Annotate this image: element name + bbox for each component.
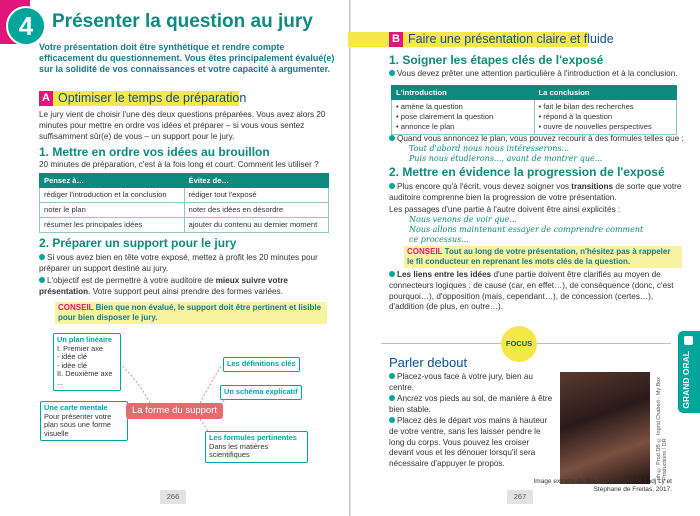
section-a-title: Optimiser le temps de préparation bbox=[58, 91, 247, 105]
bullet-dot-icon bbox=[389, 373, 395, 379]
focus-badge: FOCUS bbox=[501, 326, 537, 362]
think-avoid-table bbox=[39, 173, 329, 233]
section-a-letter: A bbox=[39, 91, 53, 106]
focus-title: Parler debout bbox=[389, 355, 468, 370]
focus-bullet: Placez-vous face à votre jury, bien au centre. bbox=[389, 372, 533, 392]
heading-1: 1. Mettre en ordre vos idées au brouillon bbox=[39, 145, 270, 159]
intro-conclusion-table bbox=[391, 85, 677, 135]
table-header: Évitez de… bbox=[184, 174, 329, 188]
passage-example: ce processus... bbox=[409, 235, 469, 244]
chapter-icon bbox=[684, 336, 693, 345]
table-row: résumer les principales idées ajouter du contenu au dernier moment bbox=[40, 218, 329, 233]
plan-bullet: Quand vous annoncez le plan, vous pouvez recourir à des formules telles que : bbox=[389, 134, 685, 145]
right-page bbox=[351, 0, 700, 516]
table-header: L'introduction bbox=[392, 86, 535, 100]
table-header: Pensez à… bbox=[40, 174, 185, 188]
mindmap-formules: Les formules pertinentes Dans les matières scientifiques bbox=[205, 431, 308, 463]
plan-example: Tout d'abord nous nous intéresserons... bbox=[409, 144, 570, 153]
table-row: rédiger l'introduction et la conclusion rédiger tout l'exposé bbox=[40, 188, 329, 203]
arrow-to-defs bbox=[200, 365, 222, 403]
mindmap-center: La forme du support bbox=[126, 403, 223, 419]
bullet-dot-icon bbox=[389, 417, 395, 423]
table-header: La conclusion bbox=[534, 86, 677, 100]
bullet-dot-icon bbox=[389, 395, 395, 401]
passage-example: Nous venons de voir que... bbox=[409, 215, 517, 224]
side-tab: GRAND ORAL bbox=[678, 331, 700, 413]
passage-example: Nous allons maintenant essayer de comprendre comment bbox=[409, 225, 644, 234]
chapter-number: 4 bbox=[6, 6, 46, 46]
mindmap-plan: Un plan linéaire I. Premier axe - idée clé - idée clé II. Deuxième axe ... bbox=[53, 333, 121, 391]
left-page bbox=[0, 0, 349, 516]
film-photo bbox=[560, 372, 650, 484]
heading-1-bullet: Vous devez prêter une attention particulière à l'introduction et à la conclusion. bbox=[389, 69, 684, 80]
transitions-bullet: Plus encore qu'à l'écrit, vous devez soigner vos transitions de sorte que votre auditoire comprenne bien la progression de votre présentation. bbox=[389, 182, 682, 202]
photo-credit: ph © Prod DB © Ingrid Chabert - My Box Productions / DR bbox=[656, 376, 668, 480]
bullet-1: Si vous avez bien en tête votre exposé, mettez à profit les 20 minutes pour préparer un support destiné au jury. bbox=[39, 253, 318, 273]
chapter-intro: Votre présentation doit être synthétique et rendre compte efficacement du questionnement. Vous êtes principalement évalué(e) sur la solidité de vos connaissances et votre capacité à argumenter. bbox=[39, 42, 335, 74]
passages-text: Les passages d'une partie à l'autre doivent être ainsi explicités : bbox=[389, 205, 621, 214]
heading-1: 1. Soigner les étapes clés de l'exposé bbox=[389, 53, 604, 67]
photo-caption: Image extraite du film À voix haute de Ladj Ly et Stéphane de Freitas, 2017. bbox=[533, 478, 672, 493]
section-b-letter: B bbox=[389, 32, 403, 47]
heading-2: 2. Préparer un support pour le jury bbox=[39, 236, 237, 250]
plan-example: Puis nous étudierons..., avant de montrer que... bbox=[409, 154, 603, 163]
chapter-title: Présenter la question au jury bbox=[52, 11, 313, 32]
bullet-dot-icon bbox=[39, 277, 45, 283]
bullet-2: L'objectif est de permettre à votre auditoire de mieux suivre votre présentation. Votre support peut ainsi prendre des formes variées. bbox=[39, 276, 288, 296]
section-b-title: Faire une présentation claire et fluide bbox=[408, 32, 614, 46]
focus-bullet: Ancrez vos pieds au sol, de manière à être bien stable. bbox=[389, 394, 553, 414]
page-number: 267 bbox=[507, 490, 533, 504]
page-number: 266 bbox=[160, 490, 186, 504]
heading-2: 2. Mettre en évidence la progression de l'exposé bbox=[389, 165, 665, 179]
bullet-dot-icon bbox=[389, 183, 395, 189]
table-row: • amène la question • pose clairement la question • annonce le plan • fait le bilan des recherches • répond à la question • ouvre de nouvelles perspectives bbox=[392, 100, 677, 135]
conseil-box: CONSEIL Tout au long de votre présentation, n'hésitez pas à rappeler le fil conducteur en reprenant les mots clés de la question. bbox=[404, 246, 682, 268]
bullet-dot-icon bbox=[389, 135, 395, 141]
mindmap-schema: Un schéma explicatif bbox=[220, 385, 302, 400]
section-a-text: Le jury vient de choisir l'une des deux questions préparées. Vous avez alors 20 minutes pour mettre en ordre vos idées et préparer – si vous vous sentez suffisamment sûr(e) de vous – un support pour le jury. bbox=[39, 110, 326, 141]
mindmap-defs: Les définitions clés bbox=[223, 357, 300, 372]
liens-bullet: Les liens entre les idées d'une partie doivent être clarifiés au moyen de connecteurs logiques : de cause (car, en effet…), de conséquence (donc, c'est pourquoi…), d'opposition (mais, cependant…), de concession (certes…), d'addition (de plus, en outre…). bbox=[389, 270, 674, 312]
bullet-dot-icon bbox=[39, 254, 45, 260]
heading-1-text: 20 minutes de préparation, c'est à la fois long et court. Comment les utiliser ? bbox=[39, 160, 319, 169]
mindmap-carte: Une carte mentale Pour présenter votre plan sous une forme visuelle bbox=[40, 401, 128, 441]
conseil-box: CONSEIL Bien que non évalué, le support doit être pertinent et lisible pour bien disposer le jury. bbox=[55, 302, 327, 324]
bullet-dot-icon bbox=[389, 271, 395, 277]
table-row: noter le plan noter des idées en désordre bbox=[40, 203, 329, 218]
focus-bullet: Placez dès le départ vos mains à hauteur de votre ventre, sans les laisser pendre le long du corps. Vous pouvez les croiser devant vous et les dénouer lorsqu'il sera nécessaire d'appuyer le propos. bbox=[389, 416, 548, 469]
bullet-dot-icon bbox=[389, 70, 395, 76]
